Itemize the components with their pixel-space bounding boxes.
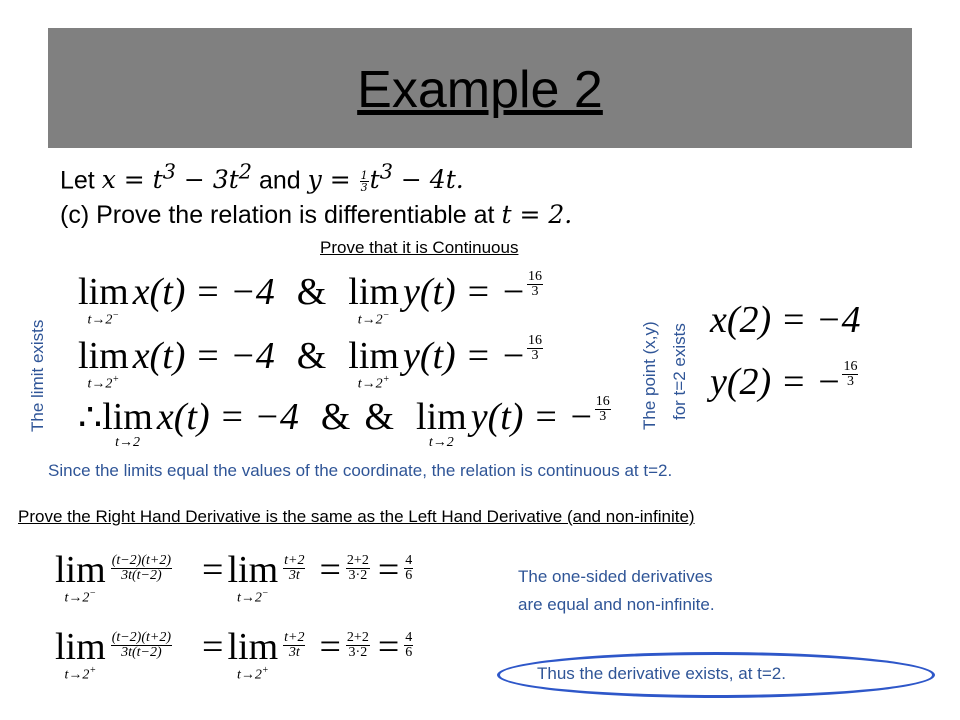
- derivative-exists-text: Thus the derivative exists, at t=2.: [537, 664, 786, 683]
- conclusion-line-2: are equal and non-infinite.: [518, 595, 715, 614]
- continuity-heading: Prove that it is Continuous: [320, 238, 519, 257]
- point-exists-label-1: The point (x,y): [640, 321, 659, 430]
- limit-exists-label: The limit exists: [28, 319, 47, 432]
- conclusion-line-1: The one-sided derivatives: [518, 567, 713, 586]
- continuity-conclusion: Since the limits equal the values of the coordinate, the relation is continuous at t=2.: [48, 461, 673, 480]
- relation-definition: Let $x = t^3 - 3t^2$ and y = $\frac{1}{3}$ $t^3 - 4t$.: [60, 160, 464, 195]
- slide-title: Example 2: [357, 61, 603, 119]
- task-statement: (c) Prove the relation is differentiable at t = 2.: [60, 200, 573, 229]
- point-x-value: x(2) = −4: [710, 299, 861, 341]
- two-sided-limits-row: ∴ lim t→2 x(t) = −4 & & lim t→2 y(t) = − $\frac{16}{3}$: [78, 394, 610, 450]
- left-derivative-row: lim t→2− $\frac{(t-2)(t+2)}{3t(t-2)}$ = lim t→2− $\frac{t+2}{3t}$ = $\frac{2+2}{3\cdot 2}$ = $\frac{4}{6}$: [55, 549, 413, 606]
- right-derivative-row: lim t→2+ $\frac{(t-2)(t+2)}{3t(t-2)}$ = lim t→2+ $\frac{t+2}{3t}$ = $\frac{2+2}{3\cdot 2}$ = $\frac{4}{6}$: [55, 626, 413, 683]
- left-limits-row: lim t→2− x(t) = −4 & lim t→2− y(t) = − $\frac{16}{3}$: [78, 269, 542, 328]
- derivative-heading: Prove the Right Hand Derivative is the same as the Left Hand Derivative (and non-infinite): [18, 507, 695, 526]
- point-y-value: y(2) = − $\frac{16}{3}$: [710, 359, 858, 403]
- point-exists-label-2: for t=2 exists: [670, 323, 689, 420]
- right-limits-row: lim t→2+ x(t) = −4 & lim t→2+ y(t) = − $\frac{16}{3}$: [78, 333, 542, 392]
